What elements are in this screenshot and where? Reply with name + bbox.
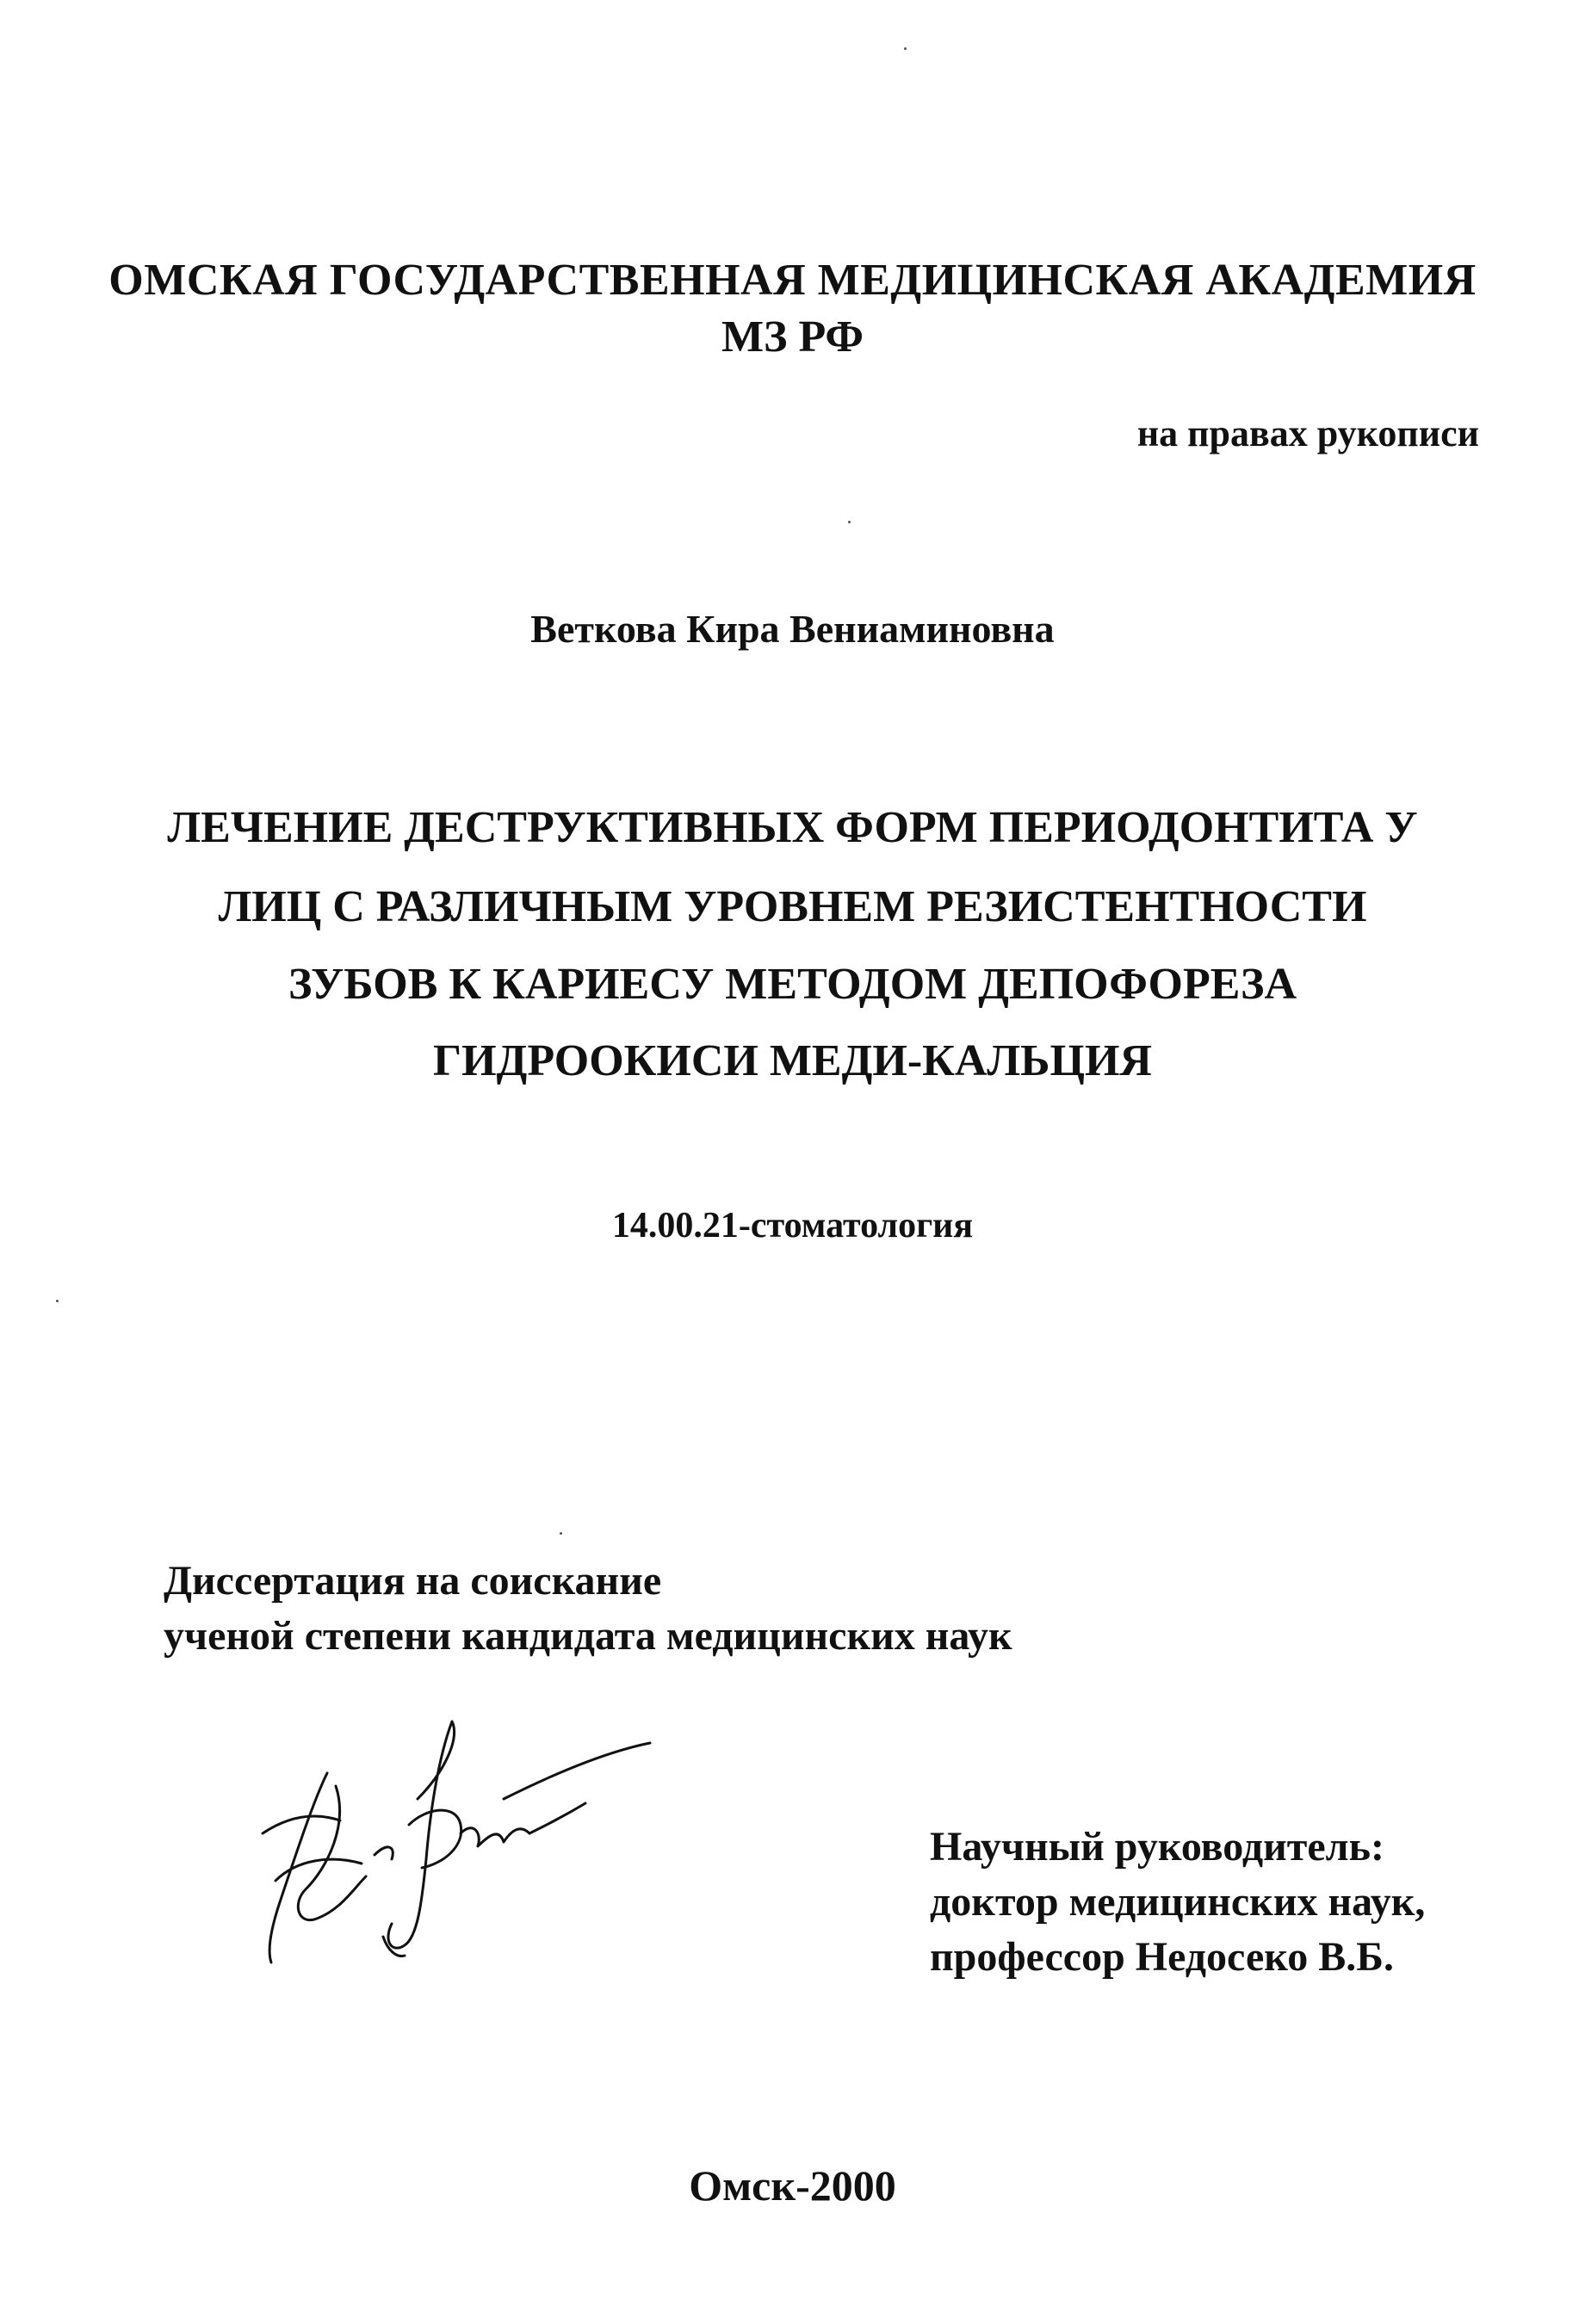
institution-name: ОМСКАЯ ГОСУДАРСТВЕННАЯ МЕДИЦИНСКАЯ АКАДЕМИЯ [108, 256, 1477, 305]
city-year: Омск-2000 [689, 2161, 896, 2210]
dissertation-degree-line: ученой степени кандидата медицинских наук [164, 1613, 1012, 1659]
specialty-code: 14.00.21-стоматология [611, 1206, 974, 1245]
scan-speck [56, 1300, 59, 1302]
scan-speck [560, 1532, 562, 1535]
thesis-title-line: ГИДРООКИСИ МЕДИ-КАЛЬЦИЯ [433, 1036, 1152, 1085]
supervisor-name: профессор Недосеко В.Б. [930, 1934, 1395, 1980]
thesis-title-line: ЛЕЧЕНИЕ ДЕСТРУКТИВНЫХ ФОРМ ПЕРИОДОНТИТА У [167, 803, 1418, 852]
thesis-title-line: ЛИЦ С РАЗЛИЧНЫМ УРОВНЕМ РЕЗИСТЕНТНОСТИ [218, 882, 1367, 931]
scan-speck [904, 47, 907, 50]
supervisor-label: Научный руководитель: [930, 1824, 1384, 1870]
thesis-title-line: ЗУБОВ К КАРИЕСУ МЕТОДОМ ДЕПОФОРЕЗА [288, 960, 1297, 1009]
scan-speck [848, 521, 851, 523]
supervisor-degree: доктор медицинских наук, [930, 1879, 1426, 1925]
author-name: Веткова Кира Вениаминовна [530, 607, 1055, 651]
handwritten-signature [245, 1704, 659, 1980]
institution-ministry: МЗ РФ [721, 312, 864, 362]
dissertation-type-line: Диссертация на соискание [164, 1558, 662, 1604]
manuscript-status: на правах рукописи [1136, 412, 1479, 454]
